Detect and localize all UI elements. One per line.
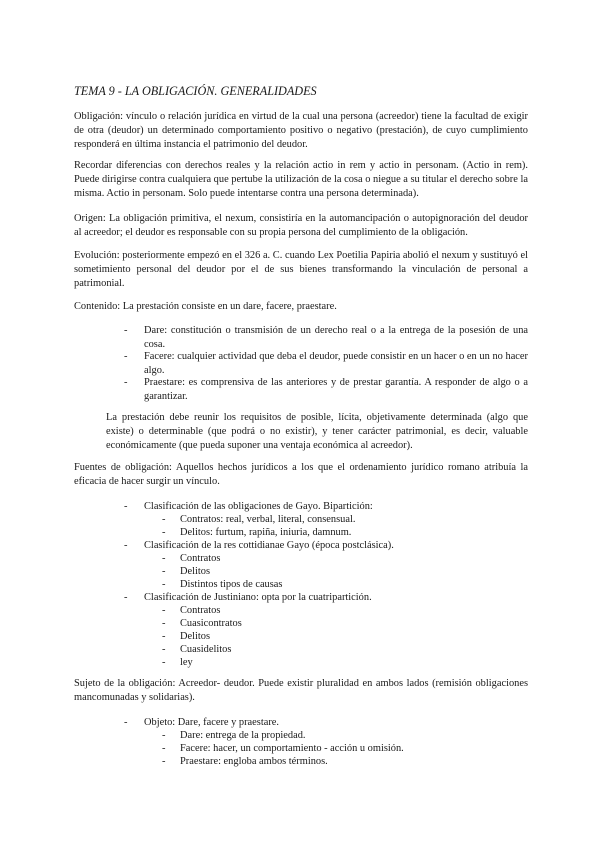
- list-dash: -: [124, 351, 128, 362]
- list-dash: -: [124, 377, 128, 388]
- list-dash: -: [124, 501, 128, 512]
- sub-list-item: Delitos: [180, 566, 211, 577]
- sub-list-item: Contratos: [180, 605, 221, 616]
- sub-list-item: Cuasicontratos: [180, 618, 242, 629]
- sub-dash: -: [162, 743, 166, 754]
- sub-list-item: Praestare: engloba ambos términos.: [180, 756, 328, 767]
- sub-dash: -: [162, 553, 166, 564]
- sub-list-item: Contratos: real, verbal, literal, consensual.: [180, 514, 356, 525]
- classification-res-cottidianae: Clasificación de la res cottidianae Gayo (época postclásica).: [144, 540, 394, 551]
- list-item-text: Dare: constitución o transmisión de un derecho real o a la entrega de la posesión de una cosa.: [144, 325, 528, 350]
- sub-list-item: Dare: entrega de la propiedad.: [180, 730, 306, 741]
- paragraph-evolution: Evolución: posteriormente empezó en el 326 a. C. cuando Lex Poetilia Papiria abolió el nexum y sustituyó el sometimiento personal del deudor por el de sus bienes transformando la vinculación de personal a patrimonial.: [74, 250, 528, 289]
- sub-dash: -: [162, 579, 166, 590]
- sub-list-item: ley: [180, 657, 193, 668]
- list-dash: -: [124, 540, 128, 551]
- page-title: TEMA 9 - LA OBLIGACIÓN. GENERALIDADES: [74, 84, 317, 98]
- classification-gayo: Clasificación de las obligaciones de Gayo. Bipartición:: [144, 501, 373, 512]
- sub-list-item: Distintos tipos de causas: [180, 579, 283, 590]
- list-item-text: Praestare: es comprensiva de las anteriores y de prestar garantía. A responder de algo o a garantizar.: [144, 377, 528, 402]
- sub-dash: -: [162, 605, 166, 616]
- paragraph-content: Contenido: La prestación consiste en un dare, facere, praestare.: [74, 301, 337, 312]
- sub-list-item: Cuasidelitos: [180, 644, 232, 655]
- list-dash: -: [124, 592, 128, 603]
- list-item-text: Facere: cualquier actividad que deba el deudor, puede consistir en un hacer o en un no hacer algo.: [144, 351, 528, 376]
- paragraph-origin: Origen: La obligación primitiva, el nexum, consistiría en la automancipación o autopignoración del deudor al acreedor; el deudor es responsable con su propia persona del cumplimiento de la obligación.: [74, 213, 528, 238]
- sub-dash: -: [162, 514, 166, 525]
- sub-dash: -: [162, 631, 166, 642]
- paragraph-differences: Recordar diferencias con derechos reales y la relación actio in rem y actio in personam. (Actio in rem). Puede dirigirse contra cualquiera que pertube la utilización de la cosa o niegue a su titular el derecho sobre la misma. Actio in personam. Solo puede intentarse contra una persona determinada).: [74, 160, 528, 199]
- paragraph-definition: Obligación: vínculo o relación jurídica en virtud de la cual una persona (acreedor) tiene la facultad de exigir de otra (deudor) un determinado comportamiento positivo o negativo (prestación), de cuyo cumplimiento responderá en última instancia el patrimonio del deudor.: [74, 111, 528, 150]
- sub-dash: -: [162, 618, 166, 629]
- sub-list-item: Contratos: [180, 553, 221, 564]
- sub-list-item: Delitos: furtum, rapiña, iniuria, damnum.: [180, 527, 352, 538]
- sub-dash: -: [162, 756, 166, 767]
- sub-list-item: Facere: hacer, un comportamiento - acción u omisión.: [180, 743, 404, 754]
- paragraph-sources: Fuentes de obligación: Aquellos hechos jurídicos a los que el ordenamiento jurídico romano atribuía la eficacia de hacer surgir un vínculo.: [74, 462, 528, 487]
- list-dash: -: [124, 325, 128, 336]
- sub-list-item: Delitos: [180, 631, 211, 642]
- classification-justiniano: Clasificación de Justiniano: opta por la cuatripartición.: [144, 592, 372, 603]
- paragraph-requirements: La prestación debe reunir los requisitos de posible, lícita, objetivamente determinada (algo que existe) o determinable (que podrá o no existir), y tener carácter patrimonial, es decir, valuable económicamente (que pueda suponer una ventaja económica al acreedor).: [106, 412, 528, 451]
- sub-dash: -: [162, 730, 166, 741]
- object-item: Objeto: Dare, facere y praestare.: [144, 717, 279, 728]
- sub-dash: -: [162, 644, 166, 655]
- list-dash: -: [124, 717, 128, 728]
- sub-dash: -: [162, 566, 166, 577]
- sub-dash: -: [162, 527, 166, 538]
- sub-dash: -: [162, 657, 166, 668]
- paragraph-subject: Sujeto de la obligación: Acreedor- deudor. Puede existir pluralidad en ambos lados (remisión obligaciones mancomunadas y solidarias).: [74, 678, 528, 703]
